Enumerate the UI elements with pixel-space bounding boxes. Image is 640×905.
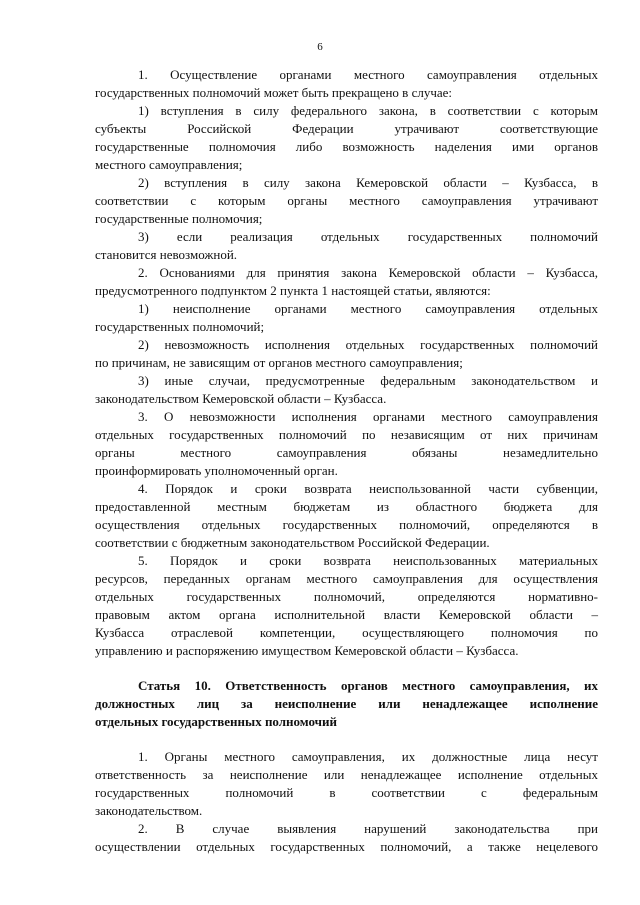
- article-9-continuation: [95, 66, 598, 660]
- text-line: субъекты Российской Федерации утрачивают соответствующие: [95, 121, 598, 136]
- paragraph: [95, 264, 598, 300]
- paragraph: [95, 66, 598, 102]
- text-line: 3) иные случаи, предусмотренные федеральным законодательством и: [138, 373, 598, 388]
- text-line: соответствии с которым органы местного самоуправления утрачивают: [95, 193, 598, 208]
- page-number: 6: [317, 41, 323, 53]
- text-line: Кузбасса отраслевой компетенции, осуществляющего полномочия по: [95, 625, 598, 640]
- paragraph: [95, 102, 598, 174]
- paragraph: [95, 480, 598, 552]
- text-line: 1) вступления в силу федерального закона, в соответствии с которым: [138, 103, 598, 118]
- text-line: 2) вступления в силу закона Кемеровской области – Кузбасса, в: [138, 175, 598, 190]
- heading-line: отдельных государственных полномочий: [95, 714, 337, 729]
- text-line: 3. О невозможности исполнения органами местного самоуправления: [138, 409, 598, 424]
- text-line: государственных полномочий в соответствии с федеральным: [95, 785, 598, 800]
- text-line: по причинам, не зависящим от органов местного самоуправления;: [95, 355, 463, 370]
- text-line: государственные полномочия;: [95, 211, 263, 226]
- text-line: 1. Органы местного самоуправления, их должностные лица несут: [138, 749, 598, 764]
- text-line: соответствии с бюджетным законодательством Российской Федерации.: [95, 535, 490, 550]
- text-line: правовым актом органа исполнительной власти Кемеровской области –: [95, 607, 598, 622]
- text-line: проинформировать уполномоченный орган.: [95, 463, 338, 478]
- heading-line: Статья 10. Ответственность органов местного самоуправления, их: [138, 678, 598, 693]
- text-line: ответственность за неисполнение или ненадлежащее исполнение отдельных: [95, 767, 598, 782]
- paragraph: [95, 372, 598, 408]
- article-10-heading: [95, 677, 598, 731]
- text-line: ресурсов, переданных органам местного самоуправления для осуществления: [95, 571, 598, 586]
- text-line: 2) невозможность исполнения отдельных государственных полномочий: [138, 337, 598, 352]
- text-line: 1. Осуществление органами местного самоуправления отдельных: [138, 67, 598, 82]
- text-line: законодательством Кемеровской области – Кузбасса.: [95, 391, 387, 406]
- text-line: управлению и распоряжению имуществом Кемеровской области – Кузбасса.: [95, 643, 519, 658]
- text-line: 5. Порядок и сроки возврата неиспользованных материальных: [138, 553, 598, 568]
- article-10-body: [95, 748, 598, 856]
- text-line: законодательством.: [95, 803, 203, 818]
- heading-line: должностных лиц за неисполнение или ненадлежащее исполнение: [95, 696, 598, 711]
- paragraph: [95, 748, 598, 820]
- text-line: органы местного самоуправления обязаны незамедлительно: [95, 445, 598, 460]
- paragraph: [95, 174, 598, 228]
- paragraph: [95, 228, 598, 264]
- text-line: осуществлении отдельных государственных полномочий, а также нецелевого: [95, 839, 598, 854]
- paragraph: [95, 408, 598, 480]
- text-line: государственных полномочий может быть прекращено в случае:: [95, 85, 453, 100]
- text-line: местного самоуправления;: [95, 157, 243, 172]
- text-line: предоставленной местным бюджетам из областного бюджета для: [95, 499, 598, 514]
- paragraph: [95, 820, 598, 856]
- text-line: 3) если реализация отдельных государственных полномочий: [138, 229, 598, 244]
- paragraph: [95, 300, 598, 336]
- text-line: государственных полномочий;: [95, 319, 265, 334]
- text-line: 2. В случае выявления нарушений законодательства при: [138, 821, 598, 836]
- text-line: становится невозможной.: [95, 247, 238, 262]
- text-line: предусмотренного подпунктом 2 пункта 1 настоящей статьи, являются:: [95, 283, 491, 298]
- text-line: отдельных государственных полномочий по независящим от них причинам: [95, 427, 598, 442]
- text-line: 2. Основаниями для принятия закона Кемеровской области – Кузбасса,: [138, 265, 598, 280]
- text-line: 4. Порядок и сроки возврата неиспользованной части субвенции,: [138, 481, 598, 496]
- text-line: осуществления отдельных государственных полномочий, определяются в: [95, 517, 598, 532]
- text-line: отдельных государственных полномочий, определяются нормативно-: [95, 589, 598, 604]
- document-body: [95, 66, 598, 856]
- text-line: 1) неисполнение органами местного самоуправления отдельных: [138, 301, 598, 316]
- text-line: государственные полномочия либо возможность наделения ими органов: [95, 139, 598, 154]
- paragraph: [95, 552, 598, 660]
- paragraph: [95, 336, 598, 372]
